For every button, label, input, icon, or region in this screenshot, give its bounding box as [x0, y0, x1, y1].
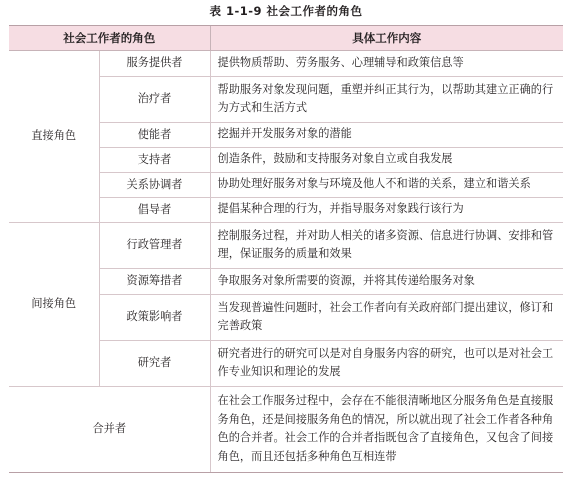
desc-cell: 争取服务对象所需要的资源，并将其传递给服务对象: [210, 269, 563, 295]
group-direct: 直接角色: [9, 51, 99, 223]
table-row: [9, 387, 563, 473]
header-content: 具体工作内容: [210, 26, 563, 51]
header-role: 社会工作者的角色: [9, 26, 210, 51]
role-cell: 行政管理者: [99, 223, 210, 269]
desc-cell: 协助处理好服务对象与环境及他人不和谐的关系，建立和谐关系: [210, 173, 563, 198]
table-row: [9, 51, 563, 77]
desc-cell: 创造条件，鼓励和支持服务对象自立或自我发展: [210, 148, 563, 173]
role-cell: 关系协调者: [99, 173, 210, 198]
role-cell: 治疗者: [99, 77, 210, 123]
table-row: [9, 223, 563, 269]
desc-cell: 提供物质帮助、劳务服务、心理辅导和政策信息等: [210, 51, 563, 77]
desc-cell: 帮助服务对象发现问题，重塑并纠正其行为，以帮助其建立正确的行为方式和生活方式: [210, 77, 563, 123]
desc-cell: 提倡某种合理的行为，并指导服务对象践行该行为: [210, 198, 563, 223]
role-cell: 服务提供者: [99, 51, 210, 77]
table-caption: 表 1-1-9 社会工作者的角色: [209, 4, 363, 18]
role-cell: 倡导者: [99, 198, 210, 223]
desc-cell: 控制服务过程，并对助人相关的诸多资源、信息进行协调、安排和管理，保证服务的质量和效果: [210, 223, 563, 269]
role-cell: 支持者: [99, 148, 210, 173]
desc-cell: 研究者进行的研究可以是对自身服务内容的研究，也可以是对社会工作专业知识和理论的发展: [210, 341, 563, 387]
role-cell: 使能者: [99, 123, 210, 148]
group-combined: 合并者: [9, 387, 210, 473]
roles-table: [9, 25, 563, 473]
role-cell: 研究者: [99, 341, 210, 387]
table-header-row: [9, 26, 563, 51]
desc-cell: 当发现普遍性问题时，社会工作者向有关政府部门提出建议，修订和完善政策: [210, 295, 563, 341]
group-indirect: 间接角色: [9, 223, 99, 387]
desc-cell: 挖掘并开发服务对象的潜能: [210, 123, 563, 148]
role-cell: 资源筹措者: [99, 269, 210, 295]
desc-cell: 在社会工作服务过程中，会存在不能很清晰地区分服务角色是直接服务角色，还是间接服务角色的情况，所以就出现了社会工作者各种角色的合并者。社会工作的合并者指既包含了直接角色，又包含了间接角色，而且还包括多种角色互相连带: [210, 387, 563, 473]
role-cell: 政策影响者: [99, 295, 210, 341]
